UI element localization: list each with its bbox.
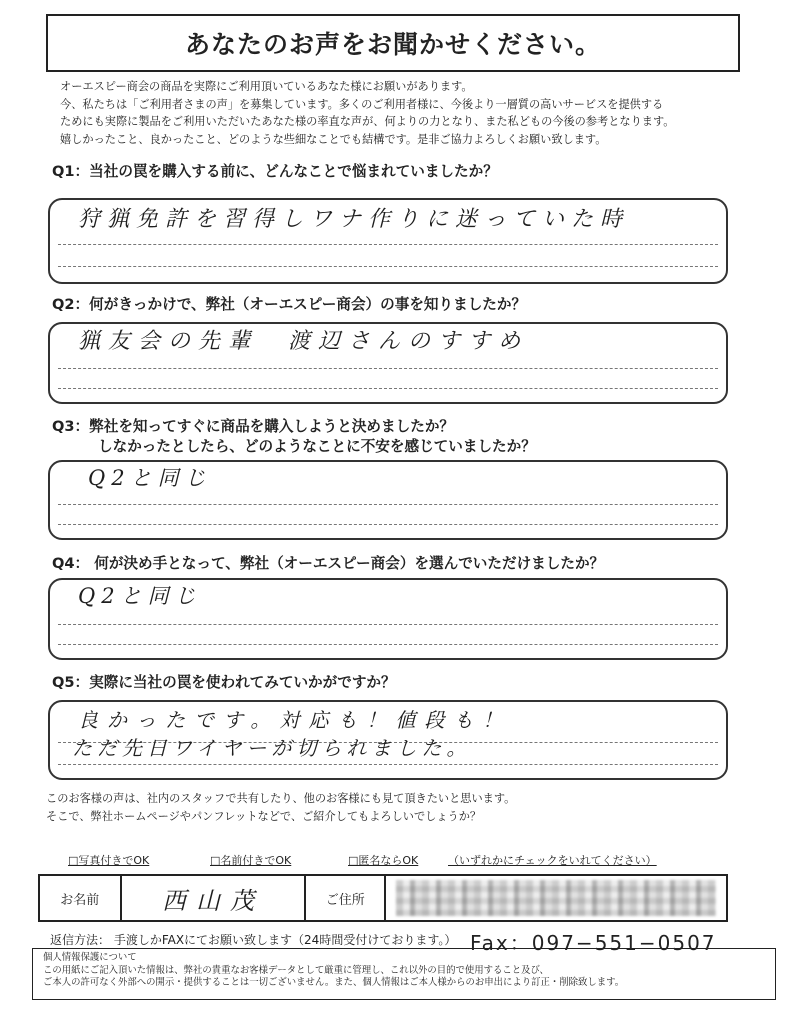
answer-line [58, 244, 718, 245]
q3-answer-box[interactable] [48, 460, 728, 540]
publish-notice [46, 790, 515, 826]
name-value: 西山茂 [161, 886, 264, 915]
fax-number: Fax：097−551−0507 [470, 931, 717, 955]
answer-line [58, 266, 718, 267]
answer-line [58, 764, 718, 765]
q3-label-sub: しなかったとしたら、どのようなことに不安を感じていましたか？ [98, 438, 536, 455]
name-label: お名前 [40, 876, 122, 920]
notice-line: そこで、弊社ホームページやパンフレットなどで、ご紹介してもよろしいでしょうか？ [46, 810, 482, 823]
q5-answer-text: ただ先日ワイヤーが切られました。 [72, 736, 472, 760]
intro-line: ためにも実際に製品をご利用いただいたあなた様の率直な声が、何よりの力となり、また私どもの今後の参考となります。 [60, 115, 675, 128]
reply-method: 返信方法： 手渡しかFAXにてお願い致します（24時間受付けております。） [50, 933, 457, 947]
q1-label: Q1：当社の罠を購入する前に、どんなことで悩まれていましたか？ [52, 163, 498, 180]
intro-line: 今、私たちは「ご利用者さまの声」を募集しています。多くのご利用者様に、今後より一層質の高いサービスを提供する [60, 97, 664, 111]
address-label: ご住所 [306, 876, 386, 920]
q2-answer-text: 猟友会の先輩 渡辺さんのすすめ [78, 329, 529, 354]
intro-text [60, 78, 750, 148]
answer-line [58, 624, 718, 625]
consent-note: （いずれかにチェックをいれてください） [448, 854, 657, 867]
redacted-address-mosaic [396, 880, 716, 916]
q1-answer-box[interactable] [48, 198, 728, 284]
q5-label: Q5：実際に当社の罠を使われてみていかがですか？ [52, 674, 396, 691]
page-title: あなたのお声をお聞かせください。 [46, 14, 740, 72]
q3-answer-text: Q2と同じ [88, 466, 212, 490]
consent-anonymous-checkbox[interactable]: □匿名ならOK [348, 854, 419, 867]
name-field[interactable] [122, 876, 307, 920]
intro-line: 嬉しかったこと、良かったこと、どのような些細なことでも結構です。是非ご協力よろしくお願い致します。 [60, 132, 607, 146]
q4-answer-box[interactable] [48, 578, 728, 660]
intro-line: オーエスピー商会の商品を実際にご利用頂いているあなた様にお願いがあります。 [60, 80, 473, 93]
privacy-line: この用紙にご記入頂いた情報は、弊社の貴重なお客様データとして厳重に管理し、これ以外の目的で使用すること及び、 [43, 964, 549, 976]
notice-line: このお客様の声は、社内のスタッフで共有したり、他のお客様にも見て頂きたいと思います。 [46, 792, 516, 805]
q4-label: Q4： 何が決め手となって、弊社（オーエスピー商会）を選んでいただけましたか？ [52, 555, 605, 572]
q5-answer-box[interactable] [48, 700, 728, 780]
q2-label: Q2：何がきっかけで、弊社（オーエスピー商会）の事を知りましたか？ [52, 296, 527, 313]
answer-line [58, 504, 718, 505]
privacy-line: ご本人の許可なく外部への開示・提供することは一切ございません。また、個人情報はご本人様からのお申出により訂正・削除致します。 [43, 977, 625, 988]
q5-answer-text: 良かったです。対応も！値段も！ [78, 708, 512, 732]
privacy-heading: 個人情報保護について [43, 952, 137, 963]
q1-answer-text: 狩猟免許を習得しワナ作りに迷っていた時 [78, 207, 630, 232]
q4-answer-text: Q2と同じ [78, 584, 202, 608]
address-field[interactable] [386, 876, 726, 920]
consent-name-checkbox[interactable]: □名前付きでOK [210, 854, 292, 867]
answer-line [58, 524, 718, 525]
answer-line [58, 644, 718, 645]
answer-line [58, 368, 718, 369]
q2-answer-box[interactable] [48, 322, 728, 404]
consent-photo-checkbox[interactable]: □写真付きでOK [68, 854, 150, 867]
q3-label: Q3：弊社を知ってすぐに商品を購入しようと決めましたか？ [52, 418, 455, 435]
contact-form [38, 874, 728, 922]
answer-line [58, 388, 718, 389]
privacy-notice [32, 948, 776, 1000]
